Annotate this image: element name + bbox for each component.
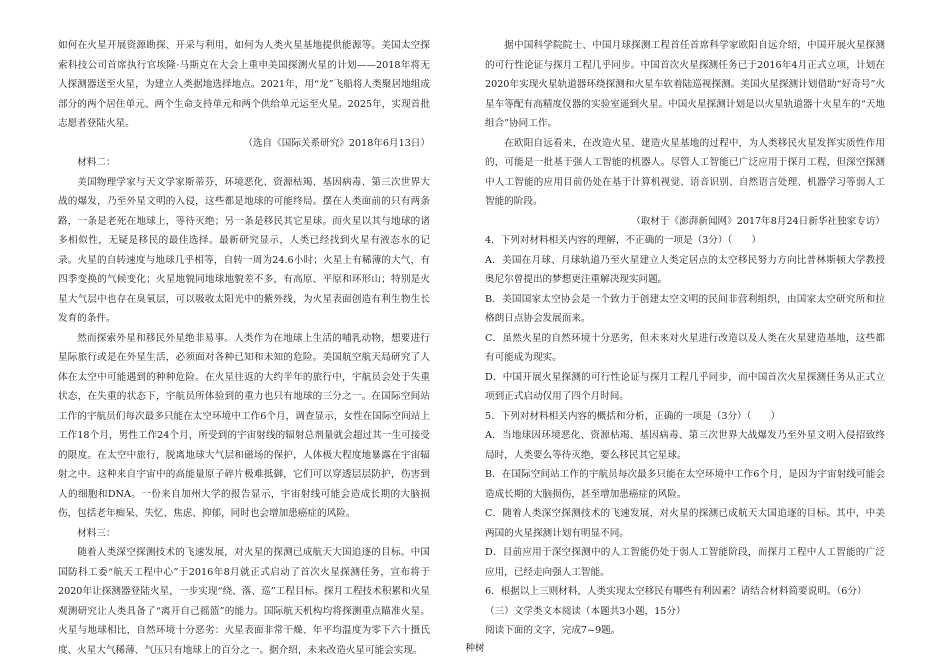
material2-paragraph1: 美国物理学家与天文学家斯蒂芬，环境恶化、资源枯竭、基因病毒、第三次世界大战的爆发，乃至外星文明的入侵，这些都是地球的可能终局。摆在人类面前的只有两条路，一条是老死在地球上，等待灭绝；另一条是移民其它星球。而火星以其与地球的诸多相似性，无疑是移民的最佳选择。最新研究显示，人类已经找到火星有液态水的记录。火星的自转速度与地球几乎相等，自转一周为24.6小时；火星上有稀薄的大气，有四季变换的气候变化；火星地貌同地球地貌差不多，有高原、平原和环形山；特别是火星大气层中也存在臭氧层，可以吸收太阳光中的紫外线，为火星表面创造有利生物生长发育的条件。	[58, 176, 430, 324]
question4: 4．下列对材料相关内容的理解，不正确的一项是（3分）（ ）	[485, 235, 762, 246]
material3-paragraph3: 在欧阳自远看来，在改造火星、建造火星基地的过程中，为人类移民火星发挥实质性作用的，可能是一批基于强人工智能的机器人。尽管人工智能已广泛应用于探月工程，但深空探测中人工智能的应用目前仍处在基于计算机视觉、语音识别、自然语言处理、机器学习等弱人工智能的阶段。	[485, 137, 885, 207]
question5-option-c: C．随着人类深空探测技术的飞速发展，对火星的探测已成航天大国追逐的目标。其中，中美两国的火星探测计划有明显不同。	[485, 508, 885, 539]
material2-paragraph2: 然而探索外星和移民外星绝非易事。人类作为在地球上生活的哺乳动物，想要进行星际旅行或是在外星生活，必须面对各种已知和未知的危险。美国航空航天局研究了人体在太空中可能遇到的种种危险。在火星往返的大约半年的旅行中，宇航员会处于失重状态，在失重的状态下，宇航员所体验到的重力也只有地球的三分之一。在国际空间站工作的宇航员们每次最多只能在太空环境中工作6个月，调查显示，女性在国际空间站上工作18个月，男性工作24个月，所受到的宇宙射线的辐射总剂量就会超过其一生可接受的限度。在太空中旅行，脱离地球大气层和磁场的保护，人体极大程度地暴露在宇宙辐射之中。这种来自宇宙中的高能量原子碎片极难抵御，它们可以穿透层层防护，伤害到人的细胞和DNA。一份来自加州大学的报告显示，宇宙射线可能会造成长期的大脑损伤，包括老年痴呆、失忆、焦虑、抑郁，同时也会增加患癌症的风险。	[58, 332, 430, 519]
section3-heading: （三）文学类文本阅读（本题共3小题，15分）	[485, 605, 686, 617]
question5-option-b: B．在国际空间站工作的宇航员每次最多只能在太空环境中工作6个月，是因为宇宙射线可能会造成长期的大脑损伤，甚至增加患癌症的风险。	[485, 469, 885, 500]
question5-option-d: D．目前应用于深空探测中的人工智能仍处于弱人工智能阶段，而探月工程中人工智能的广泛应用，已经走向强人工智能。	[485, 547, 885, 578]
question5-option-a: A．当地球因环境恶化、资源枯竭、基因病毒、第三次世界大战爆发乃至外星文明入侵招致终局时，人类要么等待灭绝，要么移民其它星球。	[485, 430, 885, 461]
material3-label: 材料三：	[77, 527, 116, 539]
material3-paragraph2: 据中国科学院院士、中国月球探测工程首任首席科学家欧阳自远介绍，中国开展火星探测的可行性论证与探月工程几乎同步。中国首次火星探测任务已于2016年4月正式立项，计划在2020年实现火星轨道器环绕探测和火星车软着陆巡视探测。美国火星探测计划借助“好奇号”火星车等配有高精度仪器的实验室遥到火星。中国火星探测计划是以火星轨道器十火星车的“天地组合”协同工作。	[485, 40, 885, 129]
question4-option-a: A．美国在月球、月球轨道乃至火星建立人类定居点的太空移民努力方向比普林斯顿大学教授奥尼尔曾提出的梦想更注重解决现实问题。	[485, 254, 885, 285]
material1-source: （选自《国际关系研究》2018年6月13日）	[243, 137, 430, 149]
right-column	[485, 36, 885, 641]
question4-option-c: C．虽然火星的自然环境十分恶劣，但未来对火星进行改造以及人类在火星建造基地，这些都有可能成为现实。	[485, 332, 885, 363]
question4-option-b: B．美国国家太空协会是一个致力于创建太空文明的民间非营利组织，由国家太空研究所和拉格朗日点协会发展而来。	[485, 293, 885, 324]
reading-instruction: 阅读下面的文字，完成7~9题。	[485, 625, 621, 636]
material2-label: 材料二：	[77, 157, 116, 168]
question6: 6．根据以上三则材料，人类实现太空移民有哪些有利因素？请结合材料简要说明。（6分）	[485, 586, 867, 597]
material3-source: （取材于《澎湃新闻网》2017年8月24日新华社独家专访）	[631, 215, 885, 227]
story-title: 种树	[465, 643, 485, 654]
left-column	[58, 36, 430, 660]
question5: 5．下列对材料相关内容的概括和分析，正确的一项是（3分）（ ）	[485, 410, 781, 422]
question4-option-d: D．中国开展火星探测的可行性论证与探月工程几乎同步，而中国首次火星探测任务从正式立项到正式启动仅用了四个月时间。	[485, 371, 885, 402]
material1-continued: 如何在火星开展资源勘探、开采与利用，如何为人类火星基地提供能源等。美国太空探索科技公司首席执行官埃隆·马斯克在大会上重申美国探测火星的计划——2018年将无人探测器送至火星，为建立人类据地选择地点。2021年，用“龙”飞船将人类聚居地组成部分的两个居住单元、两个生命支持单元和两个供给单元运至火星。2025年，实现首批志愿者登陆火星。	[58, 40, 430, 129]
material3-paragraph1: 随着人类深空探测技术的飞速发展，对火星的探测已成航天大国追逐的目标。中国国防科工委“航天工程中心”于2016年8月就正式启动了首次火星探测任务，宣布将于2020年让探测器登陆火星，一步实现“绕、落、巡”工程目标。探月工程技术积累和火星观测研究让人类具备了“离开自己摇篮”的能力。国际航天机构均将探测重点瞄准火星。火星与地球相比，自然环境十分恶劣：火星表面非常干燥、年平均温度为零下六十摄氏度、火星大气稀薄、气压只有地球上的百分之一。据介绍，未来改造火星可能会实现。	[58, 547, 430, 656]
